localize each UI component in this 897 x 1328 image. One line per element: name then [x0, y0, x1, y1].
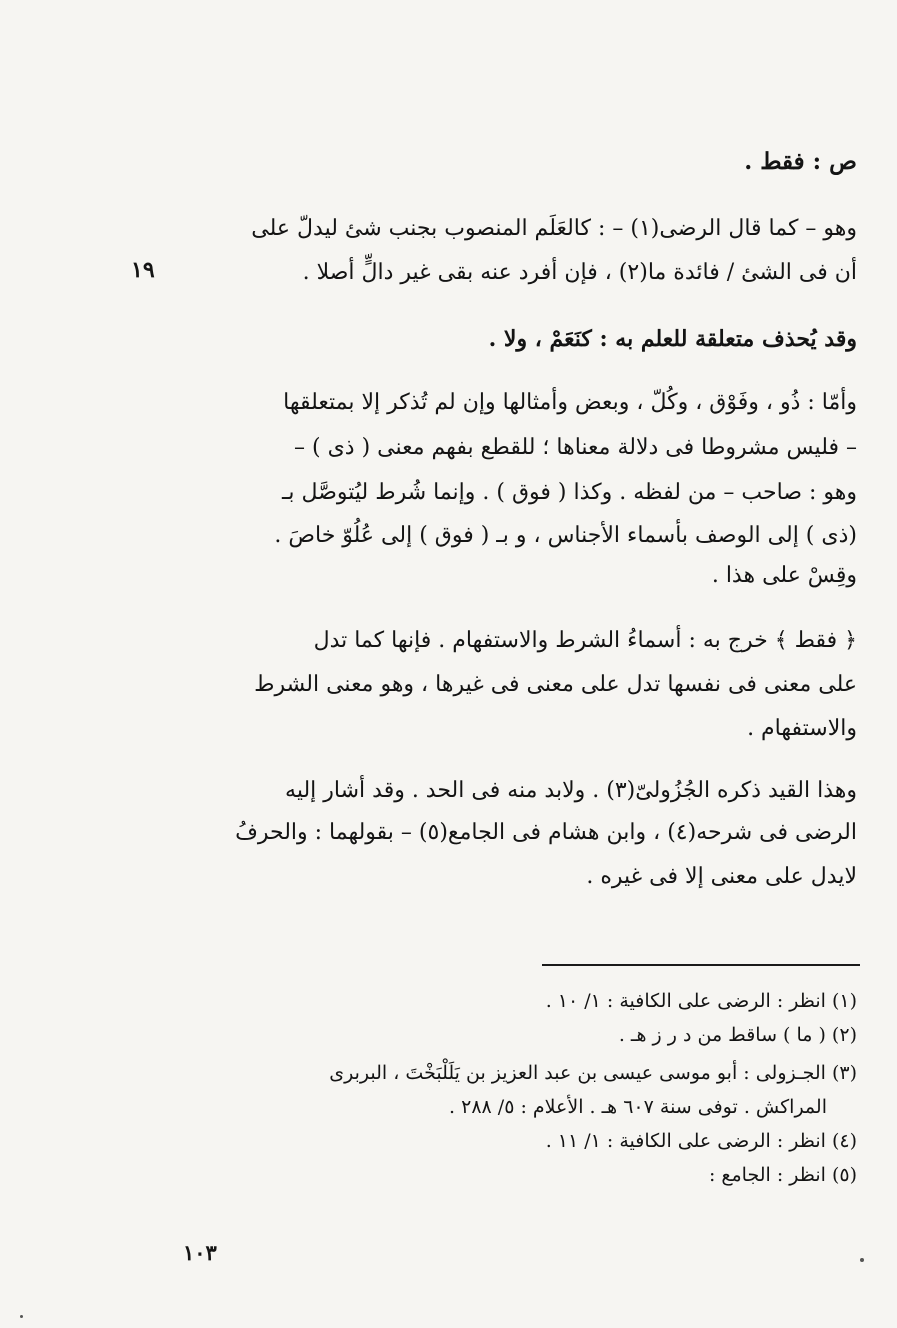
margin-page-marker: ١٩: [131, 257, 155, 283]
paragraph-3-line-5: وقِسْ على هذا .: [711, 563, 857, 588]
paragraph-5-line-2: الرضى فى شرحه(٤) ، وابن هشام فى الجامع(٥) – بقولهما : والحرفُ: [235, 820, 857, 845]
paragraph-1-line-1: وهو – كما قال الرضى(١) – : كالعَلَم المنصوب بجنب شئ ليدلّ على: [251, 216, 857, 241]
scan-speck: [20, 1315, 23, 1318]
scan-speck: [860, 1258, 864, 1262]
paragraph-3-line-1: وأمّا : ذُو ، وفَوْق ، وكُلّ ، وبعض وأمثالها وإن لم تُذكر إلا بمتعلقها: [283, 390, 857, 415]
footnote-divider: [542, 964, 860, 966]
paragraph-5-line-1: وهذا القيد ذكره الجُزُولىّ(٣) . ولابد منه فى الحد . وقد أشار إليه: [285, 778, 857, 803]
page-header: ص : فقط .: [744, 148, 857, 175]
footnote-1: (١) انظر : الرضى على الكافية : ١/ ١٠ .: [545, 990, 857, 1012]
paragraph-3-line-2: – فليس مشروطا فى دلالة معناها ؛ للقطع بفهم معنى ( ذى ) –: [294, 435, 857, 460]
page-number: ١٠٣: [183, 1240, 217, 1265]
paragraph-1-line-2: أن فى الشئ / فائدة ما(٢) ، فإن أفرد عنه بقى غير دالٍّ أصلا .: [302, 260, 857, 285]
footnote-5: (٥) انظر : الجامع :: [708, 1164, 857, 1186]
paragraph-4-line-2: على معنى فى نفسها تدل على معنى فى غيرها ، وهو معنى الشرط: [254, 672, 857, 697]
footnote-2: (٢) ( ما ) ساقط من د ر ز هـ .: [618, 1024, 857, 1046]
paragraph-4-line-1: ﴿ فقط ﴾ خرج به : أسماءُ الشرط والاستفهام . فإنها كما تدل: [313, 628, 857, 653]
paragraph-3-line-4: (ذى ) إلى الوصف بأسماء الأجناس ، و بـ ( فوق ) إلى عُلُوّ خاصَ .: [274, 523, 857, 548]
paragraph-4-line-3: والاستفهام .: [747, 716, 857, 741]
paragraph-2-line-1: وقد يُحذف متعلقة للعلم به : كنَعَمْ ، ولا .: [488, 326, 857, 352]
paragraph-3-line-3: وهو : صاحب – من لفظه . وكذا ( فوق ) . وإنما شُرط ليُتوصَّل بـ: [281, 480, 857, 505]
footnote-3: (٣) الجـزولى : أبو موسى عيسى بن عبد العزيز بن يَلَلْبَخْتَ ، البربرى: [329, 1062, 857, 1084]
footnote-3-continuation: المراكش . توفى سنة ٦٠٧ هـ . الأعلام : ٥/ ٢٨٨ .: [449, 1096, 827, 1118]
footnote-4: (٤) انظر : الرضى على الكافية : ١/ ١١ .: [545, 1130, 857, 1152]
paragraph-5-line-3: لايدل على معنى إلا فى غيره .: [586, 864, 857, 889]
